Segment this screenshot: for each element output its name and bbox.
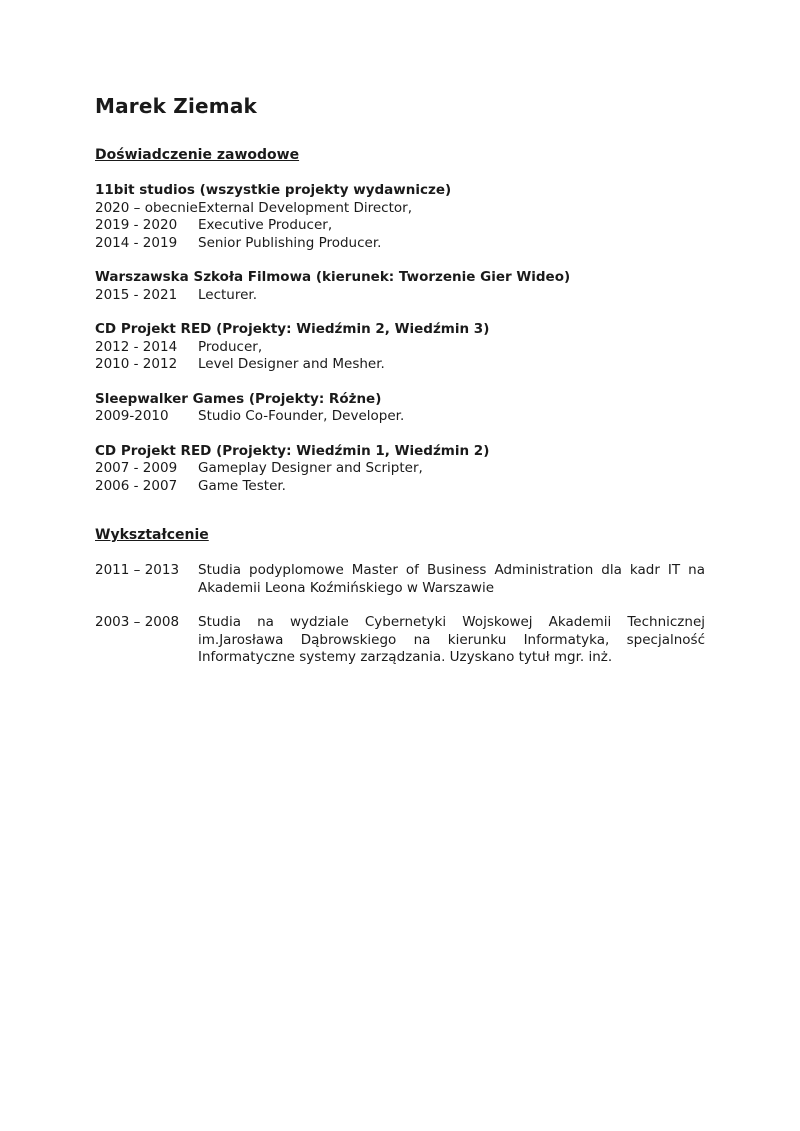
education-entry [95, 614, 705, 667]
section-experience [95, 146, 705, 495]
job-role: Senior Publishing Producer. [198, 234, 382, 251]
job-role: External Development Director, [198, 199, 412, 216]
job-period: 2009-2010 [95, 408, 169, 424]
job-period: 2006 - 2007 [95, 477, 178, 494]
job-period: 2007 - 2009 [95, 460, 178, 476]
job-header: Sleepwalker Games (Projekty: Różne) [95, 390, 382, 407]
job-role: Lecturer. [198, 286, 258, 303]
job-row [95, 217, 705, 235]
job-entry [95, 182, 705, 252]
job-period: 2020 – obecnie [95, 199, 198, 216]
education-section-title: Wykształcenie [95, 527, 209, 543]
job-role: Level Designer and Mesher. [198, 356, 385, 372]
job-header: Warszawska Szkoła Filmowa (kierunek: Tworzenie Gier Wideo) [95, 269, 571, 285]
job-role: Executive Producer, [198, 217, 333, 233]
experience-section-title: Doświadczenie zawodowe [95, 147, 300, 163]
education-entry [95, 562, 705, 597]
job-period: 2012 - 2014 [95, 338, 178, 355]
job-row [95, 235, 705, 253]
job-period: 2010 - 2012 [95, 356, 178, 372]
job-period: 2015 - 2021 [95, 286, 178, 303]
education-period: 2003 – 2008 [95, 614, 180, 630]
job-row [95, 408, 705, 426]
job-header: CD Projekt RED (Projekty: Wiedźmin 2, Wiedźmin 3) [95, 321, 490, 337]
job-role: Producer, [198, 338, 263, 355]
job-entry [95, 443, 705, 496]
section-education [95, 526, 705, 667]
job-role: Game Tester. [198, 477, 286, 494]
education-description: Studia na wydziale Cybernetyki Wojskowej Akademii Technicznej im.Jarosława Dąbrowskiego na kierunku Informatyka, specjalność Informatyczne systemy zarządzania. Uzyskano tytuł mgr. inż. [198, 614, 705, 665]
job-role: Gameplay Designer and Scripter, [198, 460, 423, 476]
job-header: 11bit studios (wszystkie projekty wydawnicze) [95, 182, 452, 198]
job-entry [95, 269, 705, 304]
job-row [95, 200, 705, 218]
job-header: CD Projekt RED (Projekty: Wiedźmin 1, Wiedźmin 2) [95, 442, 490, 459]
job-period: 2019 - 2020 [95, 217, 178, 233]
job-row [95, 339, 705, 357]
education-period: 2011 – 2013 [95, 562, 180, 578]
job-role: Studio Co-Founder, Developer. [198, 408, 405, 424]
job-entry [95, 321, 705, 374]
cv-name: Marek Ziemak [95, 94, 258, 118]
job-row [95, 478, 705, 496]
job-period: 2014 - 2019 [95, 234, 178, 251]
job-row [95, 287, 705, 305]
job-row [95, 356, 705, 374]
education-description: Studia podyplomowe Master of Business Administration dla kadr IT na Akademii Leona Koźmińskiego w Warszawie [198, 562, 705, 596]
job-entry [95, 391, 705, 426]
job-row [95, 460, 705, 478]
